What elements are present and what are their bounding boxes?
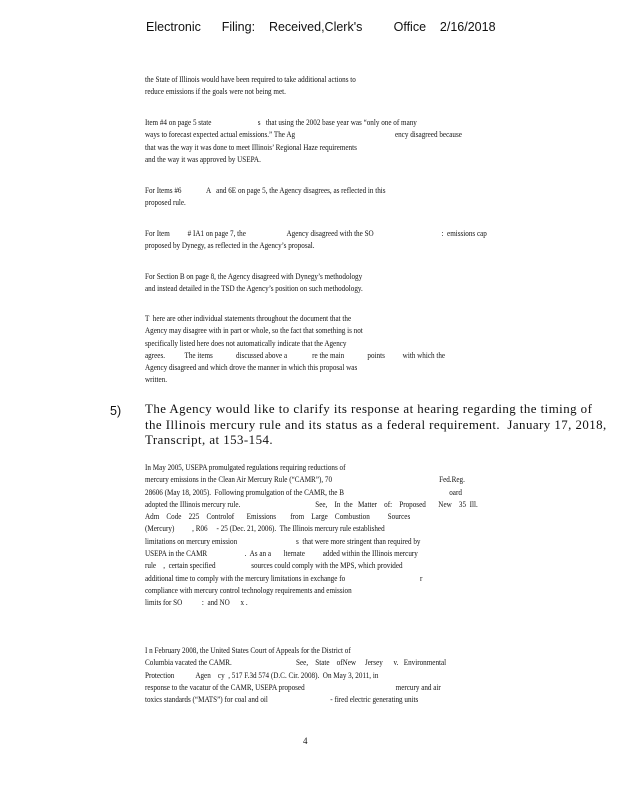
filing-stamp-header: Electronic Filing: Received,Clerk's Office 2/16/2018 [146, 20, 496, 34]
text-line: mercury emissions in the Clean Air Mercury Rule (“CAMR”), 70 Fed.Reg. [145, 475, 465, 485]
text-line: 28606 (May 18, 2005). Following promulgation of the CAMR, the B oard [145, 487, 462, 497]
text-line: The Agency would like to clarify its response at hearing regarding the timing of [145, 402, 593, 416]
text-line: response to the vacatur of the CAMR, USEPA proposed mercury and air [145, 682, 441, 692]
text-line: Agency disagreed and which drove the manner in which this proposal was [145, 363, 358, 373]
text-line: Agency may disagree with in part or whole, so the fact that something is not [145, 326, 363, 336]
text-line: additional time to comply with the mercury limitations in exchange fo r [145, 573, 423, 583]
text-line: that was the way it was done to meet Illinois’ Regional Haze requirements [145, 142, 357, 152]
text-line: (Mercury) , R06 - 25 (Dec. 21, 2006). The Illinois mercury rule established [145, 524, 385, 534]
text-line: For Section B on page 8, the Agency disagreed with Dynegy’s methodology [145, 272, 363, 281]
text-line: USEPA in the CAMR . As an a lternate added within the Illinois mercury [145, 549, 418, 559]
paragraph-item-ia1 [145, 228, 487, 253]
item-5-number: 5) [110, 404, 122, 418]
text-line: and the way it was approved by USEPA. [145, 154, 261, 164]
text-line: toxics standards (“MATS”) for coal and oil - fired electric generating units [145, 695, 419, 705]
text-line: reduce emissions if the goals were not being met. [145, 87, 286, 97]
text-line: T here are other individual statements throughout the document that the [145, 314, 352, 323]
text-line: specifically listed here does not automatically indicate that the Agency [145, 338, 347, 348]
text-line: proposed rule. [145, 198, 186, 208]
paragraph-other-statements [145, 313, 476, 387]
text-line: proposed by Dynegy, as reflected in the Agency’s proposal. [145, 241, 315, 251]
text-line: and instead detailed in the TSD the Agency’s position on such methodology. [145, 284, 363, 294]
paragraph-items-6 [145, 185, 476, 210]
text-line: limitations on mercury emission s that were more stringent than required by [145, 536, 421, 546]
text-line: I n February 2008, the United States Court of Appeals for the District of [145, 646, 351, 655]
paragraph-camr-history [145, 462, 476, 610]
text-line: agrees. The items discussed above a re the main points with which the [145, 350, 446, 360]
paragraph-item-4 [145, 117, 476, 166]
text-line: For Items #6 A and 6E on page 5, the Agency disagrees, as reflected in this [145, 186, 386, 195]
paragraph-goals [145, 74, 476, 99]
text-line: adopted the Illinois mercury rule. See, In the Matter of: Proposed New 35 Ill. [145, 499, 478, 509]
text-line: For Item # IA1 on page 7, the Agency disagreed with the SO : emissions cap [145, 229, 487, 238]
paragraph-camr-vacated [145, 645, 476, 706]
text-line: Columbia vacated the CAMR. See, State ofNew Jersey v. Environmental [145, 658, 447, 668]
text-line: the Illinois mercury rule and its status as a federal requirement. January 17, 2018, [145, 417, 607, 432]
text-line: Protection Agen cy , 517 F.3d 574 (D.C. Cir. 2008). On May 3, 2011, in [145, 670, 379, 680]
paragraph-section-b [145, 271, 476, 296]
text-line: In May 2005, USEPA promulgated regulations requiring reductions of [145, 463, 346, 472]
text-line: compliance with mercury control technology requirements and emission [145, 585, 352, 595]
text-line: Transcript, at 153-154. [145, 433, 274, 448]
item-5-question [145, 402, 615, 449]
text-line: limits for SO : and NO x . [145, 598, 248, 608]
text-line: ways to forecast expected actual emissions.” The Ag ency disagreed because [145, 130, 462, 140]
text-line: rule , certain specified sources could comply with the MPS, which provided [145, 561, 403, 571]
text-line: written. [145, 375, 167, 385]
text-line: Item #4 on page 5 state s that using the 2002 base year was “only one of many [145, 118, 417, 127]
text-line: the State of Illinois would have been required to take additional actions to [145, 75, 356, 84]
page-number: 4 [303, 736, 308, 746]
text-line: Adm Code 225 Controlof Emissions from Large Combustion Sources [145, 512, 411, 522]
